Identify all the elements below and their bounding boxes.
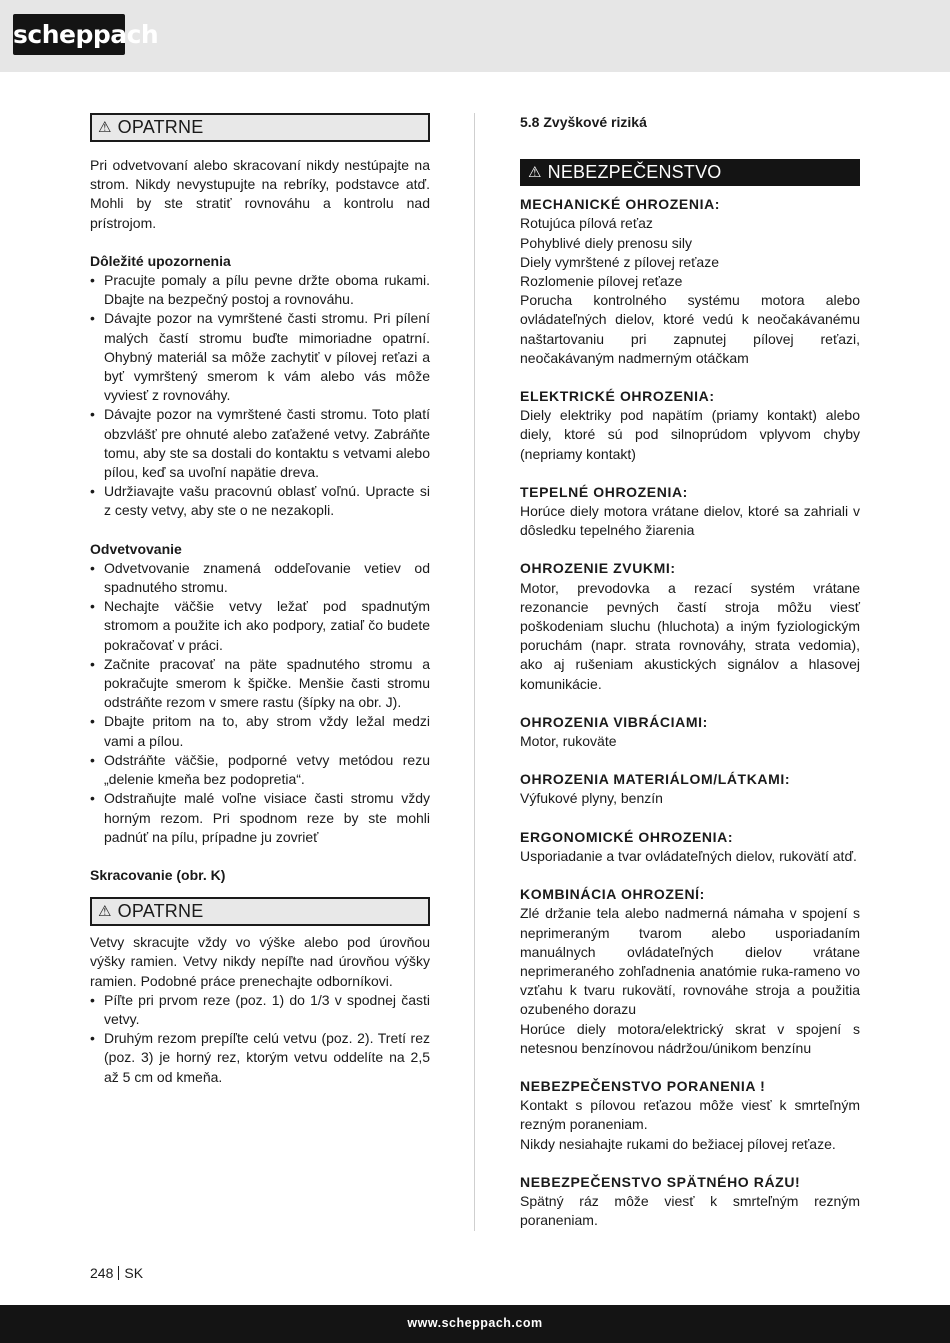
list-item: • Odstráňte väčšie, podporné vetvy metódou rezu „delenie kmeňa bez podopretia“. <box>90 751 430 789</box>
page-footer <box>90 1264 143 1283</box>
ergonomic-text: Usporiadanie a tvar ovládateľných dielov, rukovätí atď. <box>520 847 857 864</box>
list-item: • Nechajte väčšie vetvy ležať pod spadnutým stromom a použite ich ako podpory, zatiaľ čo budete pokračovať v práci. <box>90 597 430 655</box>
cutting-heading: Skracovanie (obr. K) <box>90 866 226 883</box>
list-item: • Dávajte pozor na vymrštené časti stromu. Toto platí obzvlášť pre ohnuté alebo zaťažené vetvy. Zabráňte tomu, aby ste sa dostali do kontaktu s vetvami alebo pílou, keď sa uvoľní napätie dreva. <box>90 405 430 482</box>
list-item: • Odvetvovanie znamená oddeľovanie vetiev od spadnutého stromu. <box>90 559 430 597</box>
important-heading: Dôležité upozornenia <box>90 252 231 269</box>
list-item: • Udržiavajte vašu pracovnú oblasť voľnú. Upracte si z cesty vetvy, aby ste o ne nezakopli. <box>90 482 430 520</box>
list-item: • Dbajte pritom na to, aby strom vždy ležal medzi vami a pílou. <box>90 712 430 750</box>
ergonomic-heading: ERGONOMICKÉ OHROZENIA: <box>520 828 734 845</box>
scheppach-logo: scheppach <box>13 14 125 55</box>
section-title: 5.8 Zvyškové riziká <box>520 114 647 130</box>
caution-label: OPATRNE <box>117 901 204 921</box>
injury-text: Kontakt s pílovou reťazou môže viesť k smrteľným rezným poraneniam. <box>520 1097 860 1133</box>
vibration-text: Motor, rukoväte <box>520 733 617 750</box>
injury-text-2: Nikdy nesiahajte rukami do bežiacej pílovej reťaze. <box>520 1135 836 1152</box>
column-divider <box>474 113 475 1231</box>
mechanical-line: Diely vymrštené z pílovej reťaze <box>520 253 719 270</box>
warning-triangle-icon: ⚠ <box>528 164 542 182</box>
caution-box <box>90 113 430 142</box>
page-number: 248 <box>90 1265 114 1281</box>
right-column <box>520 113 860 1230</box>
kickback-text: Spätný ráz môže viesť k smrteľným rezným poraneniam. <box>520 1192 860 1229</box>
thermal-text: Horúce diely motora vrátane dielov, ktoré sa zahriali v dôsledku tepelného žiarenia <box>520 503 860 539</box>
list-item: • Druhým rezom prepíľte celú vetvu (poz. 2). Tretí rez (poz. 3) je horný rez, ktorým vetvu oddelíte na 2,5 až 5 cm od kmeňa. <box>90 1029 430 1087</box>
vibration-heading: OHROZENIA VIBRÁCIAMI: <box>520 713 708 730</box>
kickback-heading: NEBEZPEČENSTVO SPÄTNÉHO RÁZU! <box>520 1173 801 1190</box>
electrical-text: Diely elektriky pod napätím (priamy kontakt) alebo diely, ktoré sú pod silnoprúdom vplyvom chyby (nepriamy kontakt) <box>520 407 860 462</box>
warning-triangle-icon: ⚠ <box>98 903 112 920</box>
caution-text-2: Vetvy skracujte vždy vo výške alebo pod úrovňou výšky ramien. Vetvy nikdy nepíľte nad úrovňou výšky ramien. Podobné práce prenechajte odborníkovi. <box>90 934 430 989</box>
combination-heading: KOMBINÁCIA OHROZENÍ: <box>520 886 705 903</box>
injury-heading: NEBEZPEČENSTVO PORANENIA ! <box>520 1077 766 1094</box>
mechanical-heading: MECHANICKÉ OHROZENIA: <box>520 196 721 213</box>
electrical-heading: ELEKTRICKÉ OHROZENIA: <box>520 388 715 405</box>
left-column <box>90 113 430 1087</box>
combination-text-2: Horúce diely motora/elektrický skrat v spojení s netesnou benzínovou nádržou/únikom benzínu <box>520 1020 860 1056</box>
mechanical-text: Porucha kontrolného systému motora alebo ovládateľných dielov, ktoré vedú k neočakávanému naštartovaniu pri zapnutej pílovej reťazi, neočakávaným nadmerným otáčkam <box>520 292 860 366</box>
caution-box-2 <box>90 897 430 926</box>
important-list <box>90 271 430 521</box>
list-item: • Odstraňujte malé voľne visiace časti stromu vždy horným rezom. Pri spodnom reze by ste mohli padnúť na pílu, prípadne ju zovrieť <box>90 789 430 847</box>
delimbing-heading: Odvetvovanie <box>90 540 182 557</box>
mechanical-line: Rotujúca pílová reťaz <box>520 215 653 232</box>
caution-label: OPATRNE <box>117 116 204 137</box>
footer-separator <box>118 1266 119 1280</box>
list-item: • Píľte pri prvom reze (poz. 1) do 1/3 v spodnej časti vetvy. <box>90 991 430 1029</box>
danger-label: NEBEZPEČENSTVO <box>547 162 722 183</box>
noise-text: Motor, prevodovka a rezací systém vrátane rezonancie pevných častí stroja môžu viesť poškodeniam sluchu (hluchota) a iným fyziologickým poruchám (napr. strata rovnováhy, strata vedomia), ako aj rušeniam akustických signálov a hlasovej komunikácie. <box>520 579 860 692</box>
noise-heading: OHROZENIE ZVUKMI: <box>520 560 676 577</box>
language-code: SK <box>124 1265 144 1281</box>
caution-text: Pri odvetvovaní alebo skracovaní nikdy nestúpajte na strom. Nikdy nevystupujte na rebríky, podstavce atď. Mohli by ste stratiť rovnováhu a kontrolu nad prístrojom. <box>90 157 430 231</box>
danger-box <box>520 159 860 186</box>
mechanical-line: Pohyblivé diely prenosu sily <box>520 234 692 251</box>
delimbing-list <box>90 559 430 847</box>
list-item: • Dávajte pozor na vymrštené časti stromu. Pri pílení malých častí stromu buďte mimoriadne opatrní. Ohybný materiál sa môže zachytiť v pílovej reťazi a byť vymrštený smerom k vám alebo vás môže vyviesť z rovnováhy. <box>90 309 430 405</box>
list-item: • Pracujte pomaly a pílu pevne držte oboma rukami. Dbajte na bezpečný postoj a rovnováhu. <box>90 271 430 309</box>
combination-text: Zlé držanie tela alebo nadmerná námaha v spojení s neprimeraným tvarom alebo usporiadaním manuálnych ovládateľných dielov vrátane neprimeraného zohľadnenia anatómie ruka-rameno vo vzťahu k tvaru rukovätí, rovnováhe stroja a použitia ozubeného dorazu <box>520 905 860 1018</box>
header-bar <box>0 0 950 72</box>
thermal-heading: TEPELNÉ OHROZENIA: <box>520 483 688 500</box>
warning-triangle-icon: ⚠ <box>98 118 112 136</box>
material-heading: OHROZENIA MATERIÁLOM/LÁTKAMI: <box>520 771 791 788</box>
list-item: • Začnite pracovať na päte spadnutého stromu a pokračujte smerom k špičke. Menšie časti stromu odstráňte rezom v smere rastu (šípky na obr. J). <box>90 655 430 713</box>
material-text: Výfukové plyny, benzín <box>520 790 663 807</box>
mechanical-line: Rozlomenie pílovej reťaze <box>520 273 683 290</box>
footer-bar <box>0 1305 950 1343</box>
website-link[interactable]: www.scheppach.com <box>407 1316 543 1330</box>
cutting-list <box>90 991 430 1087</box>
